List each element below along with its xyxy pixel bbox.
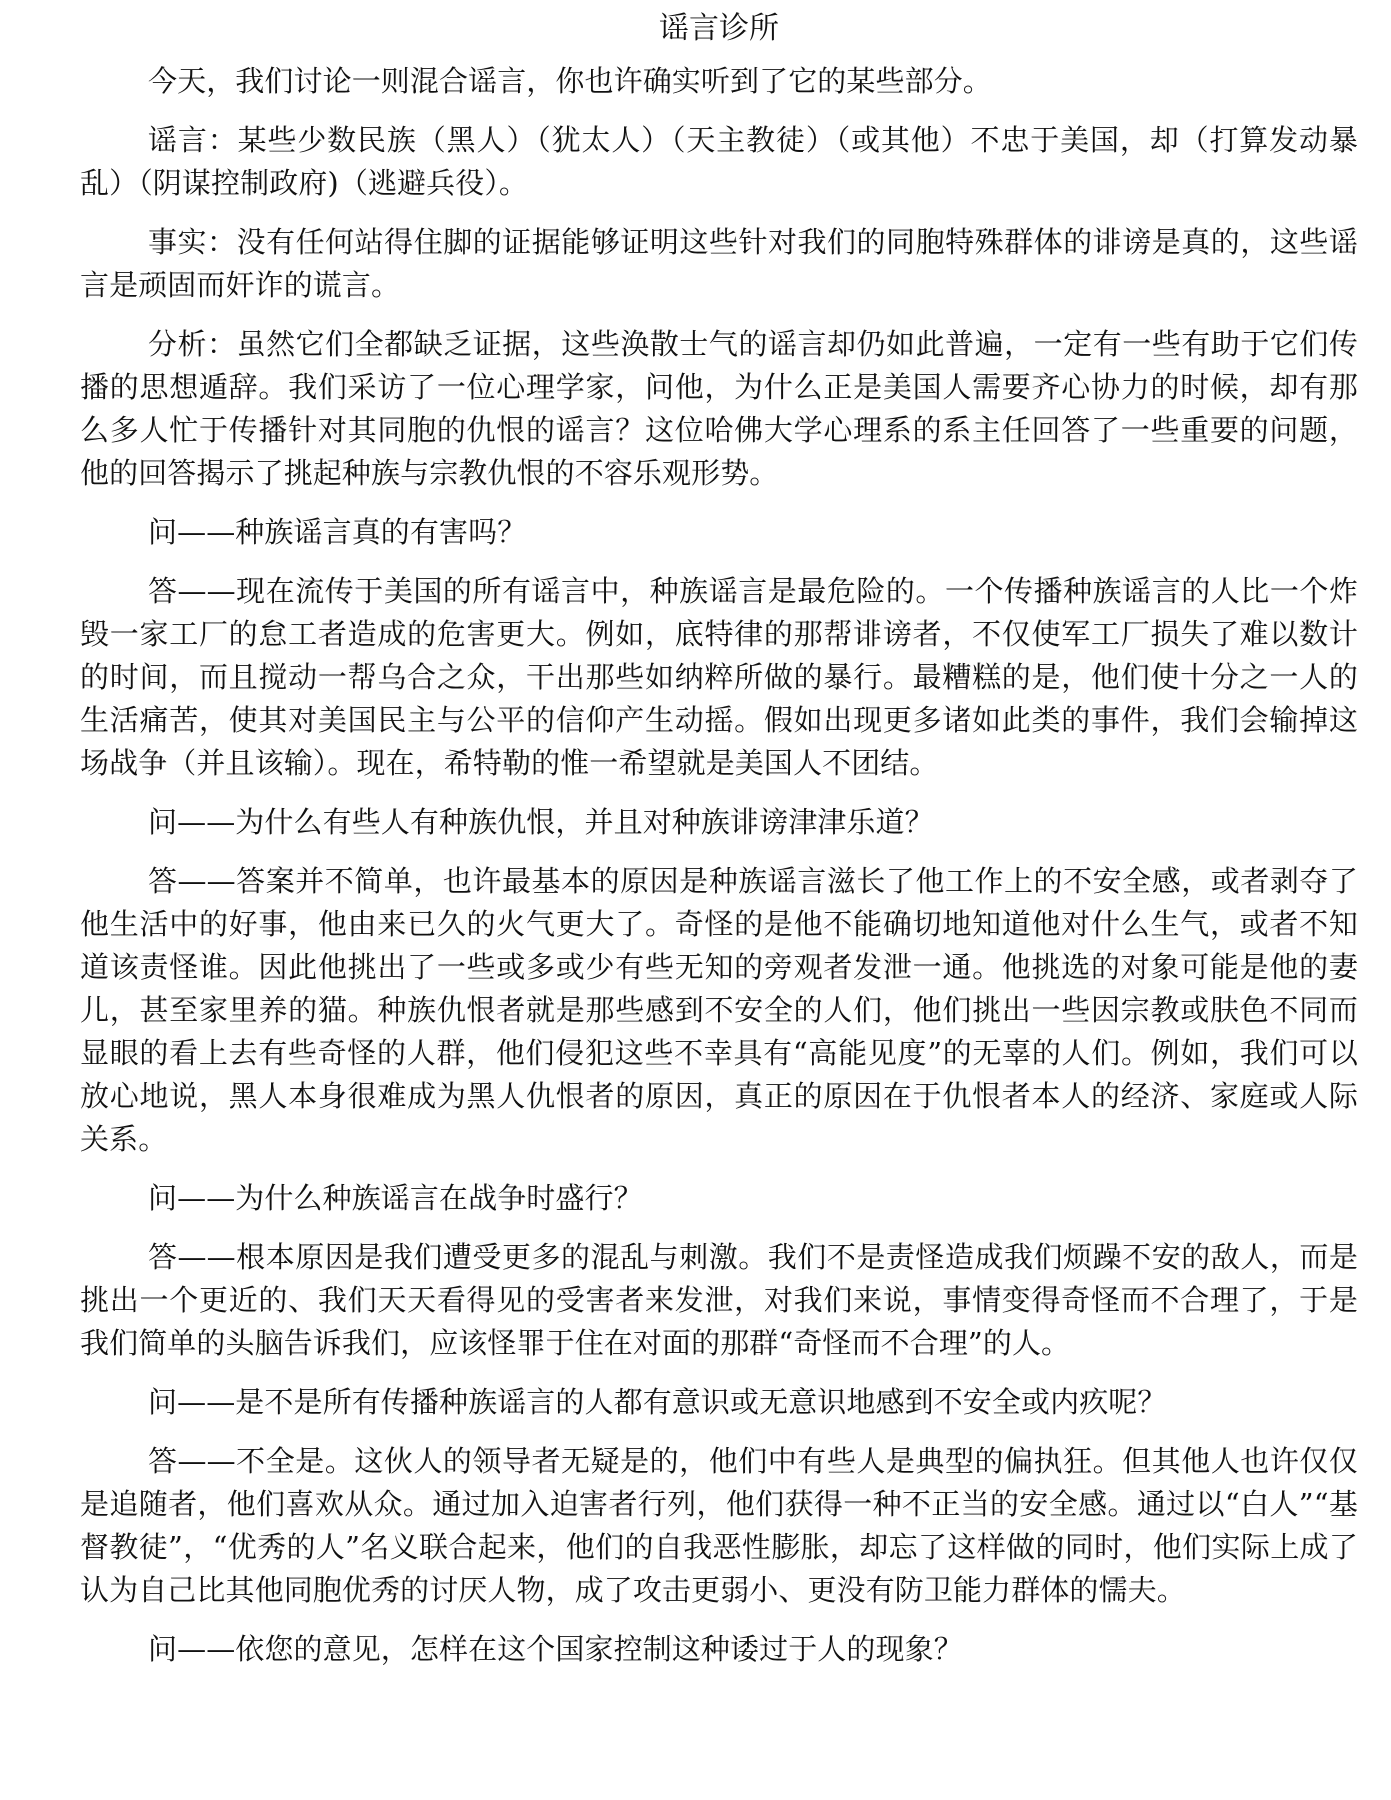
question-3: 问——为什么种族谣言在战争时盛行？ [148, 1181, 643, 1215]
answer-1: 答——现在流传于美国的所有谣言中，种族谣言是最危险的。一个传播种族谣言的人比一个炸毁一家工厂的怠工者造成的危害更大。例如，底特律的那帮诽谤者，不仅使军工厂损失了难以数计的时间，而且搅动一帮乌合之众，干出那些如纳粹所做的暴行。最糟糕的是，他们使十分之一人的生活痛苦，使其对美国民主与公平的信仰产生动摇。假如出现更多诸如此类的事件，我们会输掉这场战争（并且该输）。现在，希特勒的惟一希望就是美国人不团结。 [80, 574, 1358, 780]
question-2: 问——为什么有些人有种族仇恨，并且对种族诽谤津津乐道？ [148, 805, 934, 839]
question-5: 问——依您的意见，怎样在这个国家控制这种诿过于人的现象？ [148, 1632, 963, 1666]
answer-3: 答——根本原因是我们遭受更多的混乱与刺激。我们不是责怪造成我们烦躁不安的敌人，而是挑出一个更近的、我们天天看得见的受害者来发泄，对我们来说，事情变得奇怪而不合理了，于是我们简单的头脑告诉我们，应该怪罪于住在对面的那群“奇怪而不合理”的人。 [80, 1240, 1358, 1360]
paragraph-rumor: 谣言：某些少数民族（黑人）（犹太人）（天主教徒）（或其他）不忠于美国，却（打算发动暴乱）（阴谋控制政府)（逃避兵役）。 [80, 123, 1358, 200]
paragraph-intro: 今天，我们讨论一则混合谣言，你也许确实听到了它的某些部分。 [148, 64, 992, 98]
document-title: 谣言诊所 [659, 11, 779, 46]
question-1: 问——种族谣言真的有害吗？ [148, 515, 527, 549]
answer-2: 答——答案并不简单，也许最基本的原因是种族谣言滋长了他工作上的不安全感，或者剥夺了他生活中的好事，他由来已久的火气更大了。奇怪的是他不能确切地知道他对什么生气，或者不知道该责怪谁。因此他挑出了一些或多或少有些无知的旁观者发泄一通。他挑选的对象可能是他的妻儿，甚至家里养的猫。种族仇恨者就是那些感到不安全的人们，他们挑出一些因宗教或肤色不同而显眼的看上去有些奇怪的人群，他们侵犯这些不幸具有“高能见度”的无辜的人们。例如，我们可以放心地说，黑人本身很难成为黑人仇恨者的原因，真正的原因在于仇恨者本人的经济、家庭或人际关系。 [80, 864, 1358, 1156]
document-page [80, 4, 1358, 1687]
paragraph-analysis: 分析：虽然它们全都缺乏证据，这些涣散士气的谣言却仍如此普遍，一定有一些有助于它们传播的思想遁辞。我们采访了一位心理学家，问他，为什么正是美国人需要齐心协力的时候，却有那么多人忙于传播针对其同胞的仇恨的谣言？这位哈佛大学心理系的系主任回答了一些重要的问题，他的回答揭示了挑起种族与宗教仇恨的不容乐观形势。 [80, 327, 1358, 490]
paragraph-fact: 事实：没有任何站得住脚的证据能够证明这些针对我们的同胞特殊群体的诽谤是真的，这些谣言是顽固而奸诈的谎言。 [80, 225, 1358, 302]
answer-4: 答——不全是。这伙人的领导者无疑是的，他们中有些人是典型的偏执狂。但其他人也许仅仅是追随者，他们喜欢从众。通过加入迫害者行列，他们获得一种不正当的安全感。通过以“白人”“基督教徒”，“优秀的人”名义联合起来，他们的自我恶性膨胀，却忘了这样做的同时，他们实际上成了认为自己比其他同胞优秀的讨厌人物，成了攻击更弱小、更没有防卫能力群体的懦夫。 [80, 1444, 1358, 1607]
question-4: 问——是不是所有传播种族谣言的人都有意识或无意识地感到不安全或内疚呢？ [148, 1385, 1167, 1419]
